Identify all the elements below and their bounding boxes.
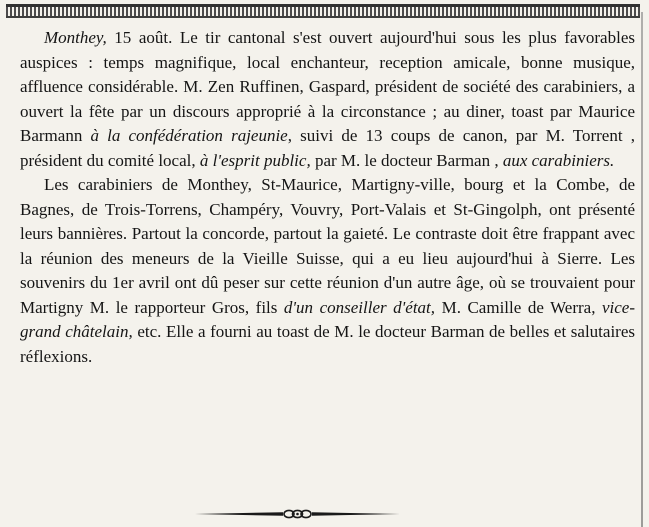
paragraph-2 <box>20 173 635 369</box>
paragraph-2-text-1: Les carabiniers de Monthey, St-Maurice, Martigny-ville, bourg et la Combe, de Bagnes, de Trois-Torrens, Champéry, Vouvry, Port-Valais et St-Gingolph, ont présenté leurs bannières. Partout la concorde, partout la gaieté. Le contraste doit être frappant avec la réunion des meneurs de la Vieille Suisse, qui a eu lieu aujourd'hui à Sierre. Les souvenirs du 1er avril ont dû peser sur cette réunion d'un autre âge, où se trouvaient pour Martigny M. le rapporteur Gros, fils <box>20 175 635 317</box>
werra-title: vice-grand châtelain, <box>20 297 636 341</box>
paragraph-1-text-3: par M. le docteur Barman , <box>310 150 503 170</box>
paragraph-2-text-3: etc. Elle a fourni au toast de M. le docteur Barman de belles et salutaires réflexions. <box>20 322 635 366</box>
article <box>20 26 635 369</box>
page-edge <box>641 12 643 527</box>
dateline-place: Monthey, <box>44 28 107 47</box>
paragraph-1-text-2: , suivi de 13 coups de canon, par M. Torrent , président du comité local, <box>20 126 635 170</box>
gros-description: d'un conseiller d'état, <box>283 297 436 317</box>
toast-3-title: aux carabiniers. <box>502 150 615 170</box>
paragraph-1-text-1: 15 août. Le tir cantonal s'est ouvert aujourd'hui sous les plus favorables auspices : temps magnifique, local enchanteur, reception amicale, bonne musique, affluence considérable. M. Zen Ruffinen, Gaspard, président de société des carabiniers, a ouvert la fête par un discours approprié à la circonstance ; au diner, toast par Maurice Barmann <box>20 28 635 145</box>
paragraph-1 <box>20 26 635 173</box>
paragraph-2-text-2: M. Camille de Werra, <box>435 297 602 317</box>
toast-1-title: à la confédération rajeunie <box>90 126 288 145</box>
decorative-rule <box>195 509 400 519</box>
top-rule <box>6 4 640 18</box>
toast-2-title: à l'esprit public, <box>199 150 311 170</box>
